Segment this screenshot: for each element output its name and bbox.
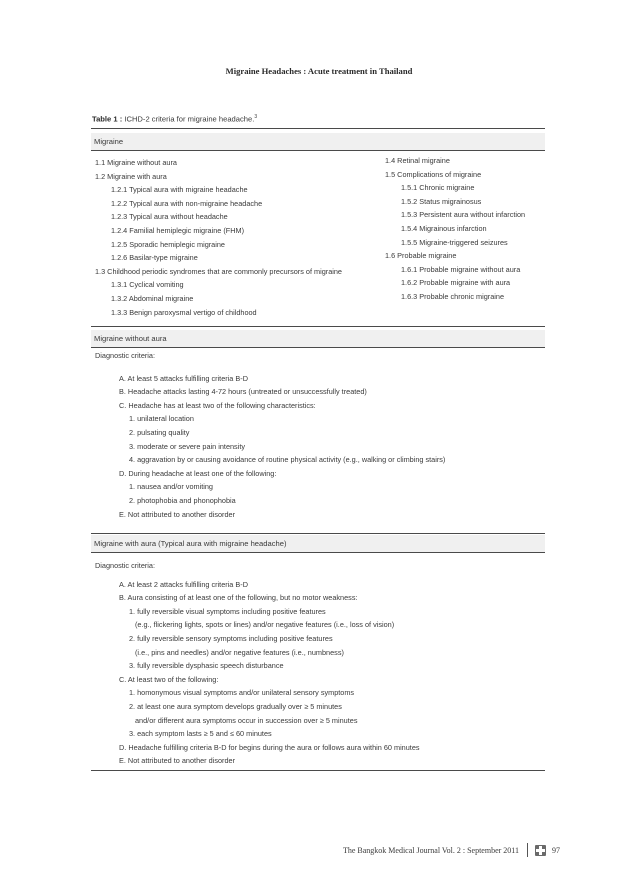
list-item: 1. nausea and/or vomiting [129, 482, 213, 492]
running-head: Migraine Headaches : Acute treatment in Thailand [225, 66, 413, 76]
section-header-with-aura: Migraine with aura (Typical aura with migraine headache) [91, 535, 545, 552]
list-item: 1.3.3 Benign paroxysmal vertigo of childhood [111, 307, 257, 317]
list-item: 1. unilateral location [129, 414, 194, 424]
list-item: (i.e., pins and needles) and/or negative features (i.e., numbness) [135, 647, 344, 657]
list-item: 2. photophobia and phonophobia [129, 495, 236, 505]
footer-divider [527, 843, 528, 857]
list-item: B. Aura consisting of at least one of the following, but no motor weakness: [119, 593, 358, 603]
list-item: 2. at least one aura symptom develops gradually over ≥ 5 minutes [129, 701, 342, 711]
list-item: 1.2.3 Typical aura without headache [111, 212, 228, 222]
table-rule [91, 326, 545, 327]
list-item: 3. each symptom lasts ≥ 5 and ≤ 60 minutes [129, 729, 272, 739]
migraine-right-column [385, 154, 525, 304]
list-item: 2. fully reversible sensory symptoms including positive features [129, 633, 333, 643]
list-item: 1.5.2 Status migrainosus [401, 196, 482, 206]
list-item: D. During headache at least one of the following: [119, 468, 277, 478]
list-item: 1.2.5 Sporadic hemiplegic migraine [111, 239, 225, 249]
list-item: 1.6.3 Probable chronic migraine [401, 291, 505, 301]
table-rule [91, 347, 545, 348]
list-item: 1.3 Childhood periodic syndromes that are commonly precursors of migraine [95, 266, 342, 276]
without-aura-criteria [95, 349, 445, 521]
table-rule [91, 150, 545, 151]
section-header-migraine: Migraine [91, 133, 545, 150]
list-item: 1.5.1 Chronic migraine [401, 183, 475, 193]
list-item: 1.2.6 Basilar-type migraine [111, 253, 198, 263]
list-item: 1.6.2 Probable migraine with aura [401, 278, 511, 288]
table-top-rule [91, 128, 545, 129]
list-item: 1.2.1 Typical aura with migraine headache [111, 185, 248, 195]
list-item: 1.3.1 Cyclical vomiting [111, 280, 184, 290]
list-item: and/or different aura symptoms occur in succession over ≥ 5 minutes [135, 715, 358, 725]
caption-separator: : [117, 114, 125, 124]
list-item: A. At least 5 attacks fulfilling criteria B-D [119, 373, 248, 383]
list-item: E. Not attributed to another disorder [119, 509, 236, 519]
list-item: 1.5.3 Persistent aura without infarction [401, 210, 526, 220]
list-item: 1.6 Probable migraine [385, 251, 457, 261]
list-item: E. Not attributed to another disorder [119, 756, 236, 766]
list-item: 4. aggravation by or causing avoidance of routine physical activity (e.g., walking or climbing stairs) [129, 455, 446, 465]
with-aura-criteria [95, 559, 420, 768]
section-header-without-aura: Migraine without aura [91, 330, 545, 347]
list-item: 2. pulsating quality [129, 427, 190, 437]
criteria-label: Diagnostic criteria: [95, 351, 156, 360]
list-item: 1. fully reversible visual symptoms including positive features [129, 606, 326, 616]
list-item: B. Headache attacks lasting 4-72 hours (untreated or unsuccessfully treated) [119, 387, 367, 397]
list-item: 3. fully reversible dysphasic speech disturbance [129, 661, 284, 671]
table-bottom-rule [91, 770, 545, 771]
table-caption [92, 114, 257, 124]
criteria-label: Diagnostic criteria: [95, 561, 156, 570]
list-item: 1.6.1 Probable migraine without aura [401, 264, 521, 274]
list-item: 1.4 Retinal migraine [385, 156, 450, 165]
list-item: 1.2.2 Typical aura with non-migraine headache [111, 198, 263, 208]
list-item: 3. moderate or severe pain intensity [129, 441, 246, 451]
migraine-left-column [95, 156, 342, 319]
journal-citation: The Bangkok Medical Journal Vol. 2 : September 2011 [342, 845, 519, 855]
list-item: C. At least two of the following: [119, 674, 219, 684]
list-item: 1.5.4 Migrainous infarction [401, 223, 487, 233]
table-rule [91, 533, 545, 534]
page-footer [343, 843, 560, 857]
list-item: A. At least 2 attacks fulfilling criteria B-D [119, 579, 248, 589]
list-item: 1.2 Migraine with aura [95, 171, 167, 181]
caption-text: ICHD-2 criteria for migraine headache. [124, 114, 255, 124]
journal-cross-icon [535, 845, 546, 856]
list-item: (e.g., flickering lights, spots or lines) and/or negative features (i.e., loss of vision) [135, 620, 395, 630]
caption-ref: 3 [254, 114, 258, 120]
page-number: 97 [552, 845, 560, 855]
table-label: Table 1 [92, 114, 118, 124]
list-item: 1.3.2 Abdominal migraine [111, 293, 194, 303]
list-item: C. Headache has at least two of the following characteristics: [119, 400, 316, 410]
list-item: 1.1 Migraine without aura [95, 158, 177, 167]
table-rule [91, 552, 545, 553]
list-item: 1.2.4 Familial hemiplegic migraine (FHM) [111, 225, 245, 235]
list-item: 1.5.5 Migraine-triggered seizures [401, 237, 508, 247]
list-item: 1. homonymous visual symptoms and/or unilateral sensory symptoms [129, 688, 355, 698]
list-item: D. Headache fulfilling criteria B-D for begins during the aura or follows aura within 60 minutes [119, 742, 420, 752]
list-item: 1.5 Complications of migraine [385, 169, 482, 179]
